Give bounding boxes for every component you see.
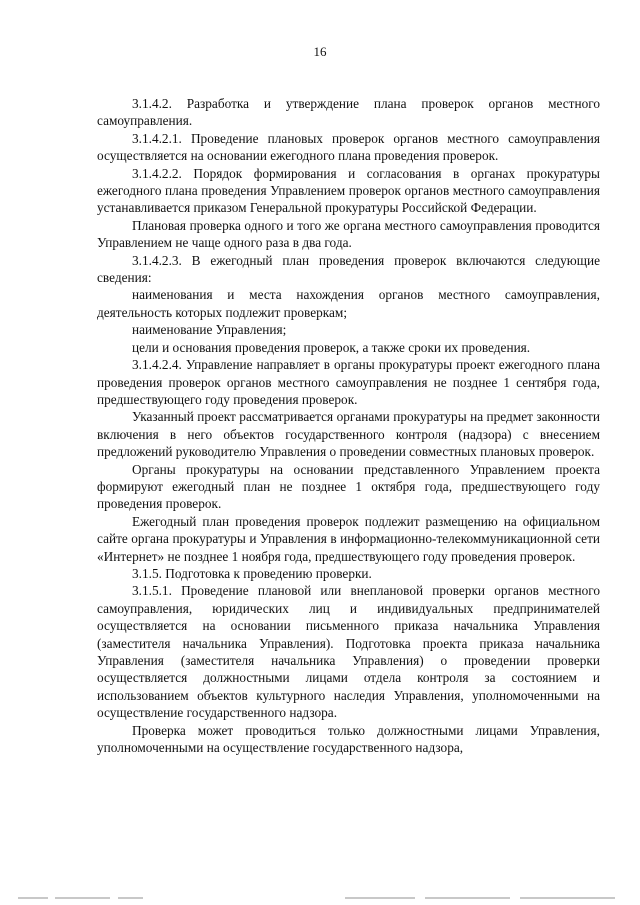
paragraph-prosecutor-review: Указанный проект рассматривается органами прокуратуры на предмет законности включения в него объектов государственного контроля (надзора) с внесением предложений руководителю Управления о проведении совместных плановых проверок. xyxy=(97,409,600,460)
page-number: 16 xyxy=(313,44,327,59)
list-item-department-name: наименование Управления; xyxy=(132,322,287,338)
scan-edge-artifact xyxy=(0,894,640,902)
paragraph-3-1-5: 3.1.5. Подготовка к проведению проверки. xyxy=(132,565,372,581)
scan-mark xyxy=(425,897,510,899)
paragraph-3-1-4-2-1: 3.1.4.2.1. Проведение плановых проверок органов местного самоуправления осуществляется на основании ежегодного плана проведения проверок. xyxy=(97,130,600,164)
paragraph-3-1-4-2-2: 3.1.4.2.2. Порядок формирования и согласования в органах прокуратуры ежегодного плана проведения Управлением проверок органов местного самоуправления устанавливается приказом Генеральной прокуратуры Российской Федерации. xyxy=(97,165,600,216)
scan-mark xyxy=(18,897,48,899)
paragraph-3-1-4-2-4: 3.1.4.2.4. Управление направляет в органы прокуратуры проект ежегодного плана проведения проверок органов местного самоуправления не позднее 1 сентября года, предшествующего году проведения проверок. xyxy=(97,357,600,407)
list-item-goals-and-dates: цели и основания проведения проверок, а также сроки их проведения. xyxy=(132,339,531,355)
paragraph-3-1-4-2-3: 3.1.4.2.3. В ежегодный план проведения проверок включаются следующие сведения: xyxy=(97,252,600,286)
paragraph-annual-plan-formation: Органы прокуратуры на основании представленного Управлением проекта формируют ежегодный план не позднее 1 октября года, предшествующего году проведения проверок. xyxy=(97,461,600,512)
document-body xyxy=(97,95,600,756)
paragraph-annual-plan-publication: Ежегодный план проведения проверок подлежит размещению на официальном сайте органа прокуратуры и Управления в информационно-телекоммуникационной сети «Интернет» не позднее 1 ноября года, предшествующего году проведения проверок. xyxy=(97,513,600,564)
scan-mark xyxy=(345,897,415,899)
scan-mark xyxy=(118,897,143,899)
paragraph-planned-inspection-frequency: Плановая проверка одного и того же органа местного самоуправления проводится Управлением не чаще одного раза в два года. xyxy=(97,217,600,251)
scan-mark xyxy=(520,897,615,899)
scan-mark xyxy=(55,897,110,899)
paragraph-3-1-5-1: 3.1.5.1. Проведение плановой или внеплановой проверки органов местного самоуправления, юридических лиц и индивидуальных предпринимателей осуществляется на основании письменного приказа начальника Управления (заместителя начальника Управления). Подготовка проекта приказа начальника Управления (заместителя начальника Управления) о проведении проверки осуществляется должностными лицами отдела контроля за состоянием и использованием объектов культурного наследия Управления, уполномоченными на осуществление государственного надзора. xyxy=(97,583,600,721)
paragraph-inspection-officials: Проверка может проводиться только должностными лицами Управления, уполномоченными на осуществление государственного надзора, xyxy=(97,722,600,756)
paragraph-3-1-4-2: 3.1.4.2. Разработка и утверждение плана проверок органов местного самоуправления. xyxy=(97,96,600,129)
list-item-names-and-locations: наименования и места нахождения органов местного самоуправления, деятельность которых подлежит проверкам; xyxy=(97,287,600,320)
